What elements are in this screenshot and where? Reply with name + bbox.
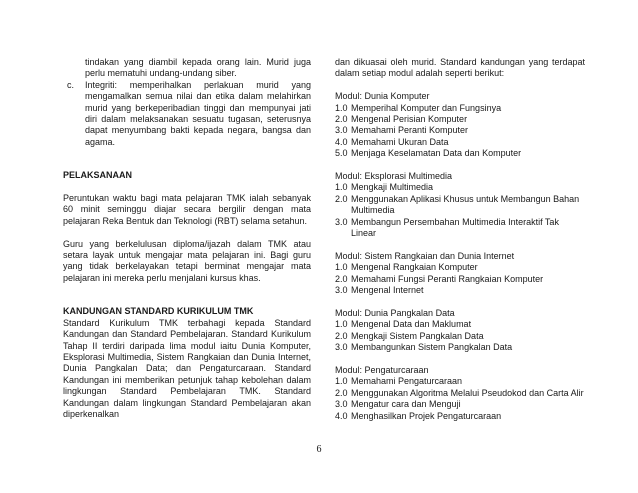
module-item: [335, 388, 585, 399]
module-item: [335, 103, 585, 114]
module-title: Modul: Dunia Pangkalan Data: [335, 307, 455, 318]
module-block: [335, 171, 585, 239]
module-block: [335, 365, 585, 422]
module-item-text: Mengenal Internet: [351, 285, 424, 296]
module-item-number: 1.0: [335, 319, 348, 330]
module-item: [335, 194, 585, 217]
module-item-number: 1.0: [335, 182, 348, 193]
module-item: [335, 342, 585, 353]
module-item-number: 1.0: [335, 376, 348, 387]
module-item-number: 2.0: [335, 114, 348, 125]
module-item-text: Mengatur cara dan Menguji: [351, 399, 461, 410]
module-item-text: Memahami Fungsi Peranti Rangkaian Komputer: [351, 273, 544, 284]
module-item-number: 2.0: [335, 387, 348, 398]
module-block: [335, 91, 585, 159]
module-item-text: Mengenal Rangkaian Komputer: [351, 262, 478, 273]
module-item-text: Membangunkan Sistem Pangkalan Data: [351, 342, 513, 353]
module-list: [335, 91, 585, 422]
module-item-text: Mengenal Perisian Komputer: [351, 114, 468, 125]
module-item-number: 3.0: [335, 342, 348, 353]
list-item-text: Integriti: memperihalkan perlakuan murid yang mengamalkan semua nilai dan etika dalam melahirkan murid yang berkeperibadian tinggi dan mempunyai jati diri dalam melaksanakan sesuatu tugasan, seterusnya dapat menyumbang bakti kepada negara, bangsa dan agama.: [85, 79, 311, 147]
module-item-text: Memahami Pengaturcaraan: [351, 376, 463, 387]
module-title: Modul: Eksplorasi Multimedia: [335, 171, 453, 182]
module-item: [335, 137, 585, 148]
module-item-text: Mengkaji Multimedia: [351, 182, 434, 193]
pelaksanaan-paragraph-2: Guru yang berkelulusan diploma/ijazah dalam TMK atau setara layak untuk mengajar mata pelajaran ini. Bagi guru yang tidak berkelayakan tetapi berminat mengajar mata pelajaran ini mereka perlu menjalani kursus khas.: [63, 238, 311, 283]
module-item-text: Memperihal Komputer dan Fungsinya: [351, 102, 502, 113]
module-item-text: Mengenal Data dan Maklumat: [351, 319, 472, 330]
module-item-number: 3.0: [335, 216, 348, 227]
module-title: Modul: Sistem Rangkaian dan Dunia Internet: [335, 250, 515, 261]
module-item: [335, 148, 585, 159]
list-marker: c.: [67, 79, 75, 90]
module-item: [335, 319, 585, 330]
module-item-text: Menggunakan Aplikasi Khusus untuk Membangun Bahan Multimedia: [351, 193, 580, 216]
right-column: [335, 57, 585, 422]
module-item-number: 2.0: [335, 193, 348, 204]
module-item: [335, 376, 585, 387]
page-number: 6: [316, 444, 322, 455]
kandungan-paragraph: Standard Kurikulum TMK terbahagi kepada Standard Kandungan dan Standard Pembelajaran. Standard Kurikulum Tahap II terdiri daripada lima modul iaitu Dunia Komputer, Eksplorasi Multimedia, Sistem Rangkaian dan Dunia Internet, Dunia Pangkalan Data; dan Pengaturcaraan. Standard Kandungan ini memberikan petunjuk tahap kebolehan dalam lingkungan Standard Pembelajaran TMK. Standard Kandungan dalam lingkungan Standard Pembelajaran akan diperkenalkan: [63, 317, 311, 419]
module-item-number: 3.0: [335, 285, 348, 296]
module-item-number: 3.0: [335, 399, 348, 410]
module-item: [335, 331, 585, 342]
module-item-number: 2.0: [335, 273, 348, 284]
module-title: Modul: Pengaturcaraan: [335, 364, 429, 375]
module-block: [335, 308, 585, 354]
module-item-text: Mengkaji Sistem Pangkalan Data: [351, 330, 484, 341]
left-column: [63, 57, 311, 420]
module-item: [335, 182, 585, 193]
module-item-number: 1.0: [335, 262, 348, 273]
module-item-number: 5.0: [335, 148, 348, 159]
module-item-text: Menggunakan Algoritma Melalui Pseudokod dan Carta Alir: [351, 387, 584, 398]
pelaksanaan-heading: PELAKSANAAN: [63, 170, 133, 181]
continued-list-text: tindakan yang diambil kepada orang lain. Murid juga perlu mematuhi undang-undang siber.: [85, 57, 311, 79]
kandungan-heading: KANDUNGAN STANDARD KURIKULUM TMK: [63, 306, 254, 317]
pelaksanaan-paragraph-1: Peruntukan waktu bagi mata pelajaran TMK ialah sebanyak 60 minit seminggu diajar secara bergilir dengan mata pelajaran Reka Bentuk dan Teknologi (RBT) selama setahun.: [63, 193, 311, 226]
module-item-text: Menghasilkan Projek Pengaturcaraan: [351, 410, 502, 421]
module-item-text: Menjaga Keselamatan Data dan Komputer: [351, 148, 522, 159]
module-item-number: 4.0: [335, 136, 348, 147]
module-item-text: Memahami Ukuran Data: [351, 136, 449, 147]
module-title: Modul: Dunia Komputer: [335, 91, 430, 102]
module-item: [335, 262, 585, 273]
module-item: [335, 125, 585, 136]
module-item-number: 4.0: [335, 410, 348, 421]
module-item: [335, 274, 585, 285]
module-item: [335, 217, 585, 240]
module-block: [335, 251, 585, 297]
module-item-text: Memahami Peranti Komputer: [351, 125, 469, 136]
right-intro-paragraph: dan dikuasai oleh murid. Standard kandungan yang terdapat dalam setiap modul adalah seperti berikut:: [335, 57, 585, 79]
module-item: [335, 411, 585, 422]
module-item-number: 2.0: [335, 330, 348, 341]
module-item-text: Membangun Persembahan Multimedia Interaktif Tak Linear: [351, 216, 559, 239]
module-item-number: 1.0: [335, 102, 348, 113]
module-item-number: 3.0: [335, 125, 348, 136]
list-item-c: [63, 80, 311, 148]
module-item: [335, 114, 585, 125]
module-item: [335, 399, 585, 410]
module-item: [335, 285, 585, 296]
